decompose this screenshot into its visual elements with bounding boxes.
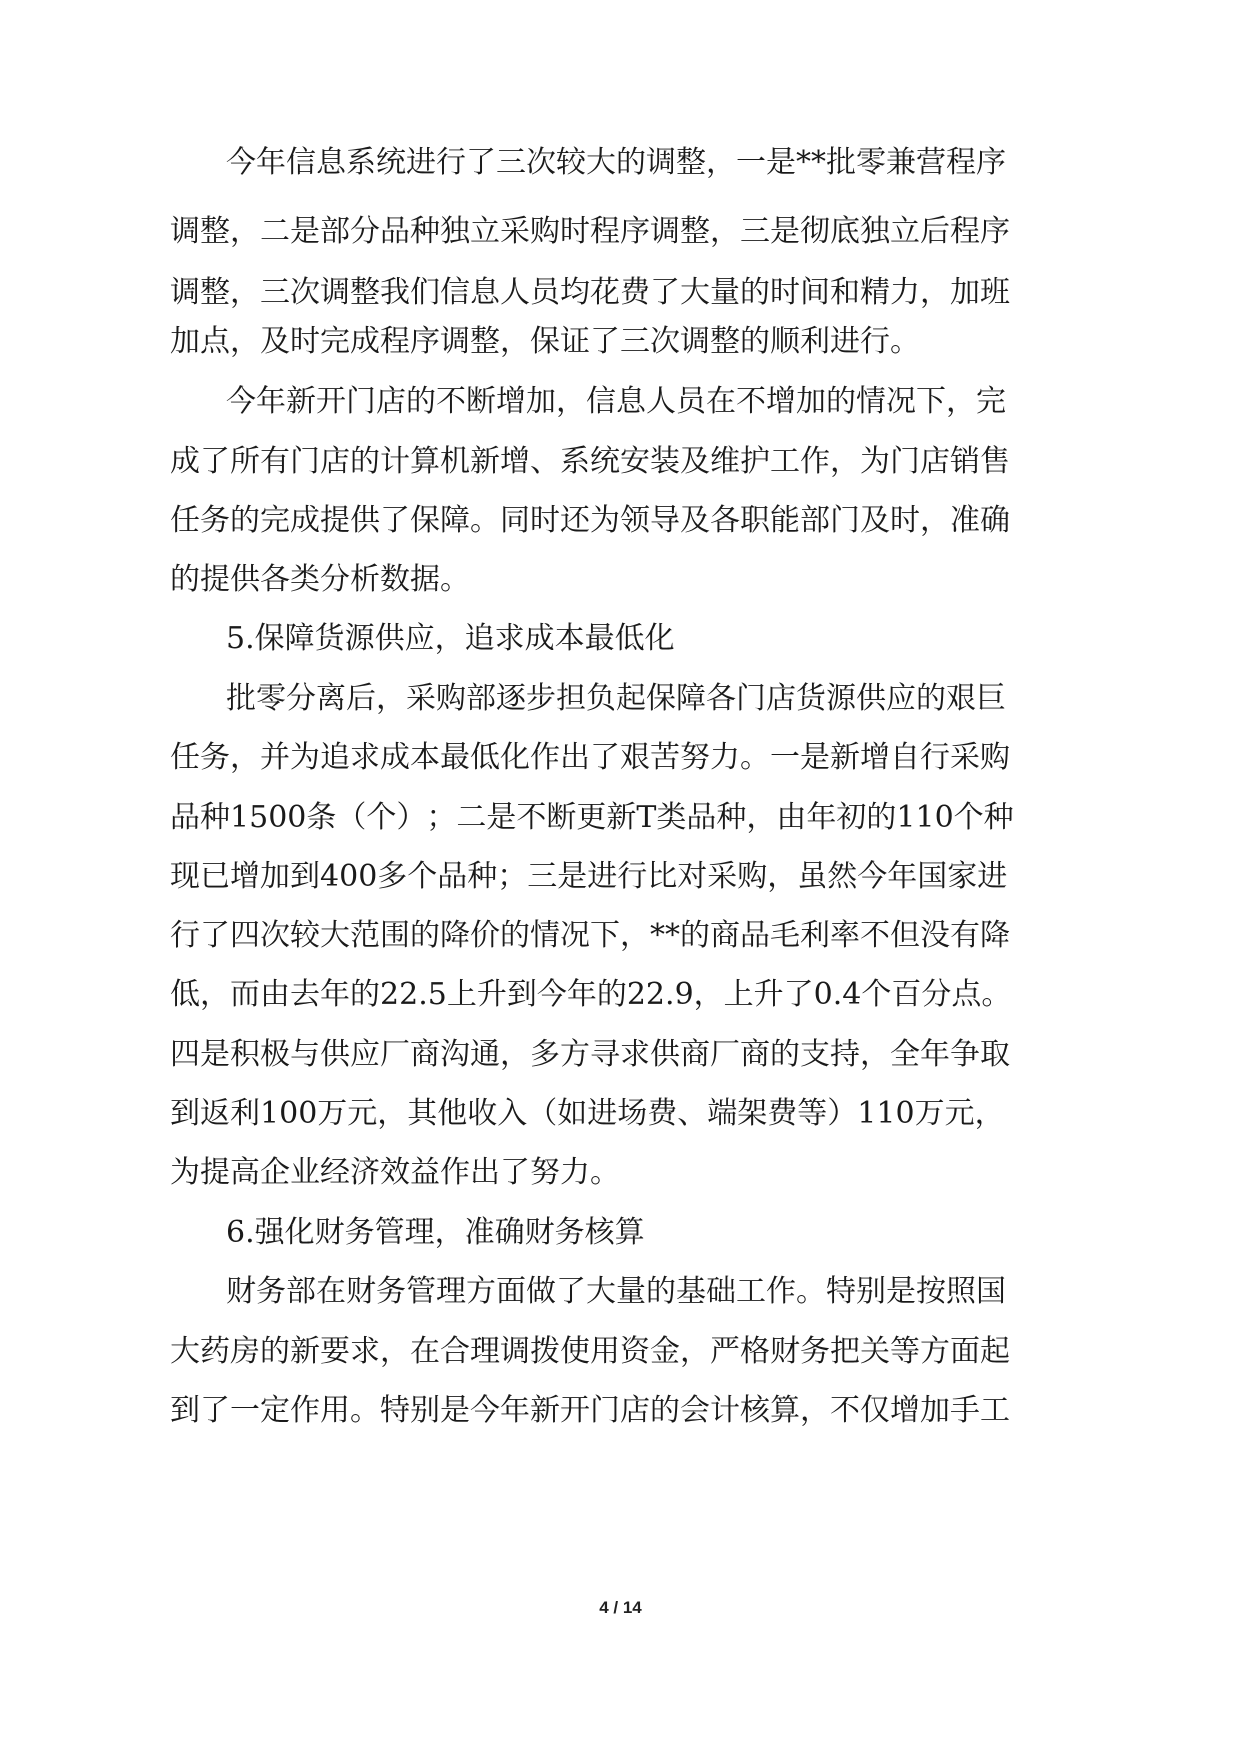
text-line — [0, 128, 1241, 198]
section-heading-text: 6.强化财务管理，准确财务核算 — [226, 1215, 645, 1250]
text-line-content: 财 务 部 在 财 务 管 理 方 面 做 了 大 量 的 基 础 工 作 。 特 别 是 按 照 国 — [226, 1274, 1006, 1309]
text-line-content: 成 了 所 有 门 店 的 计 算 机 新 增 、 系 统 安 装 及 维 护 工 作 ， 为 门 店 销 售 — [170, 444, 1010, 479]
text-line-content: 为提高企业经济效益作出了努力。 — [170, 1155, 620, 1190]
text-line-content: 大 药 房 的 新 要 求 ， 在 合 理 调 拨 使 用 资 金 ， 严 格 财 务 把 关 等 方 面 起 — [170, 1334, 1010, 1369]
text-line-content: 到 了 一 定 作 用 。 特 别 是 今 年 新 开 门 店 的 会 计 核 算 ， 不 仅 增 加 手 工 — [170, 1393, 1010, 1428]
section-heading-text: 5.保障货源供应，追求成本最低化 — [226, 621, 675, 656]
text-line-content: 品 种 1 5 0 0 条 （ 个 ） ； 二 是 不 断 更 新 T 类 品 种 ， 由 年 初 的 1 1 0 个 种 — [170, 800, 1014, 835]
text-line — [0, 1376, 1241, 1446]
text-line-content: 四 是 积 极 与 供 应 厂 商 沟 通 ， 多 方 寻 求 供 商 厂 商 的 支 持 ， 全 年 争 取 — [170, 1037, 1010, 1072]
text-line-content: 任 务 的 完 成 提 供 了 保 障 。 同 时 还 为 领 导 及 各 职 能 部 门 及 时 ， 准 确 — [170, 503, 1010, 538]
text-line-content: 今 年 新 开 门 店 的 不 断 增 加 ， 信 息 人 员 在 不 增 加 的 情 况 下 ， 完 — [226, 384, 1006, 419]
page-number: 4 / 14 — [599, 1598, 642, 1617]
text-line-content: 现 已 增 加 到 4 0 0 多 个 品 种 ； 三 是 进 行 比 对 采 购 ， 虽 然 今 年 国 家 进 — [170, 859, 1008, 894]
text-line-content: 今 年 信 息 系 统 进 行 了 三 次 较 大 的 调 整 ， 一 是 * * 批 零 兼 营 程 序 — [226, 145, 1006, 180]
text-line-content: 加点，及时完成程序调整，保证了三次调整的顺利进行。 — [170, 324, 920, 359]
text-line-content: 调 整 ， 三 次 调 整 我 们 信 息 人 员 均 花 费 了 大 量 的 时 间 和 精 力 ， 加 班 — [170, 275, 1010, 310]
text-line-content: 任 务 ， 并 为 追 求 成 本 最 低 化 作 出 了 艰 苦 努 力 。 一 是 新 增 自 行 采 购 — [170, 740, 1010, 775]
text-line — [0, 197, 1241, 267]
text-line-content: 行 了 四 次 较 大 范 围 的 降 价 的 情 况 下 ， * * 的 商 品 毛 利 率 不 但 没 有 降 — [170, 918, 1010, 953]
text-line-content: 到 返 利 1 0 0 万 元 ， 其 他 收 入 （ 如 进 场 费 、 端 架 费 等 ） 1 1 0 万 元 ， — [170, 1096, 1005, 1131]
text-line-content: 调 整 ， 二 是 部 分 品 种 独 立 采 购 时 程 序 调 整 ， 三 是 彻 底 独 立 后 程 序 — [170, 214, 1010, 249]
text-line-content: 的提供各类分析数据。 — [170, 562, 470, 597]
text-line-content: 批 零 分 离 后 ， 采 购 部 逐 步 担 负 起 保 障 各 门 店 货 源 供 应 的 艰 巨 — [226, 681, 1006, 716]
text-line-content: 低 ， 而 由 去 年 的 2 2 . 5 上 升 到 今 年 的 2 2 . 9 ， 上 升 了 0 . 4 个 百 分 点 。 — [170, 977, 1012, 1012]
